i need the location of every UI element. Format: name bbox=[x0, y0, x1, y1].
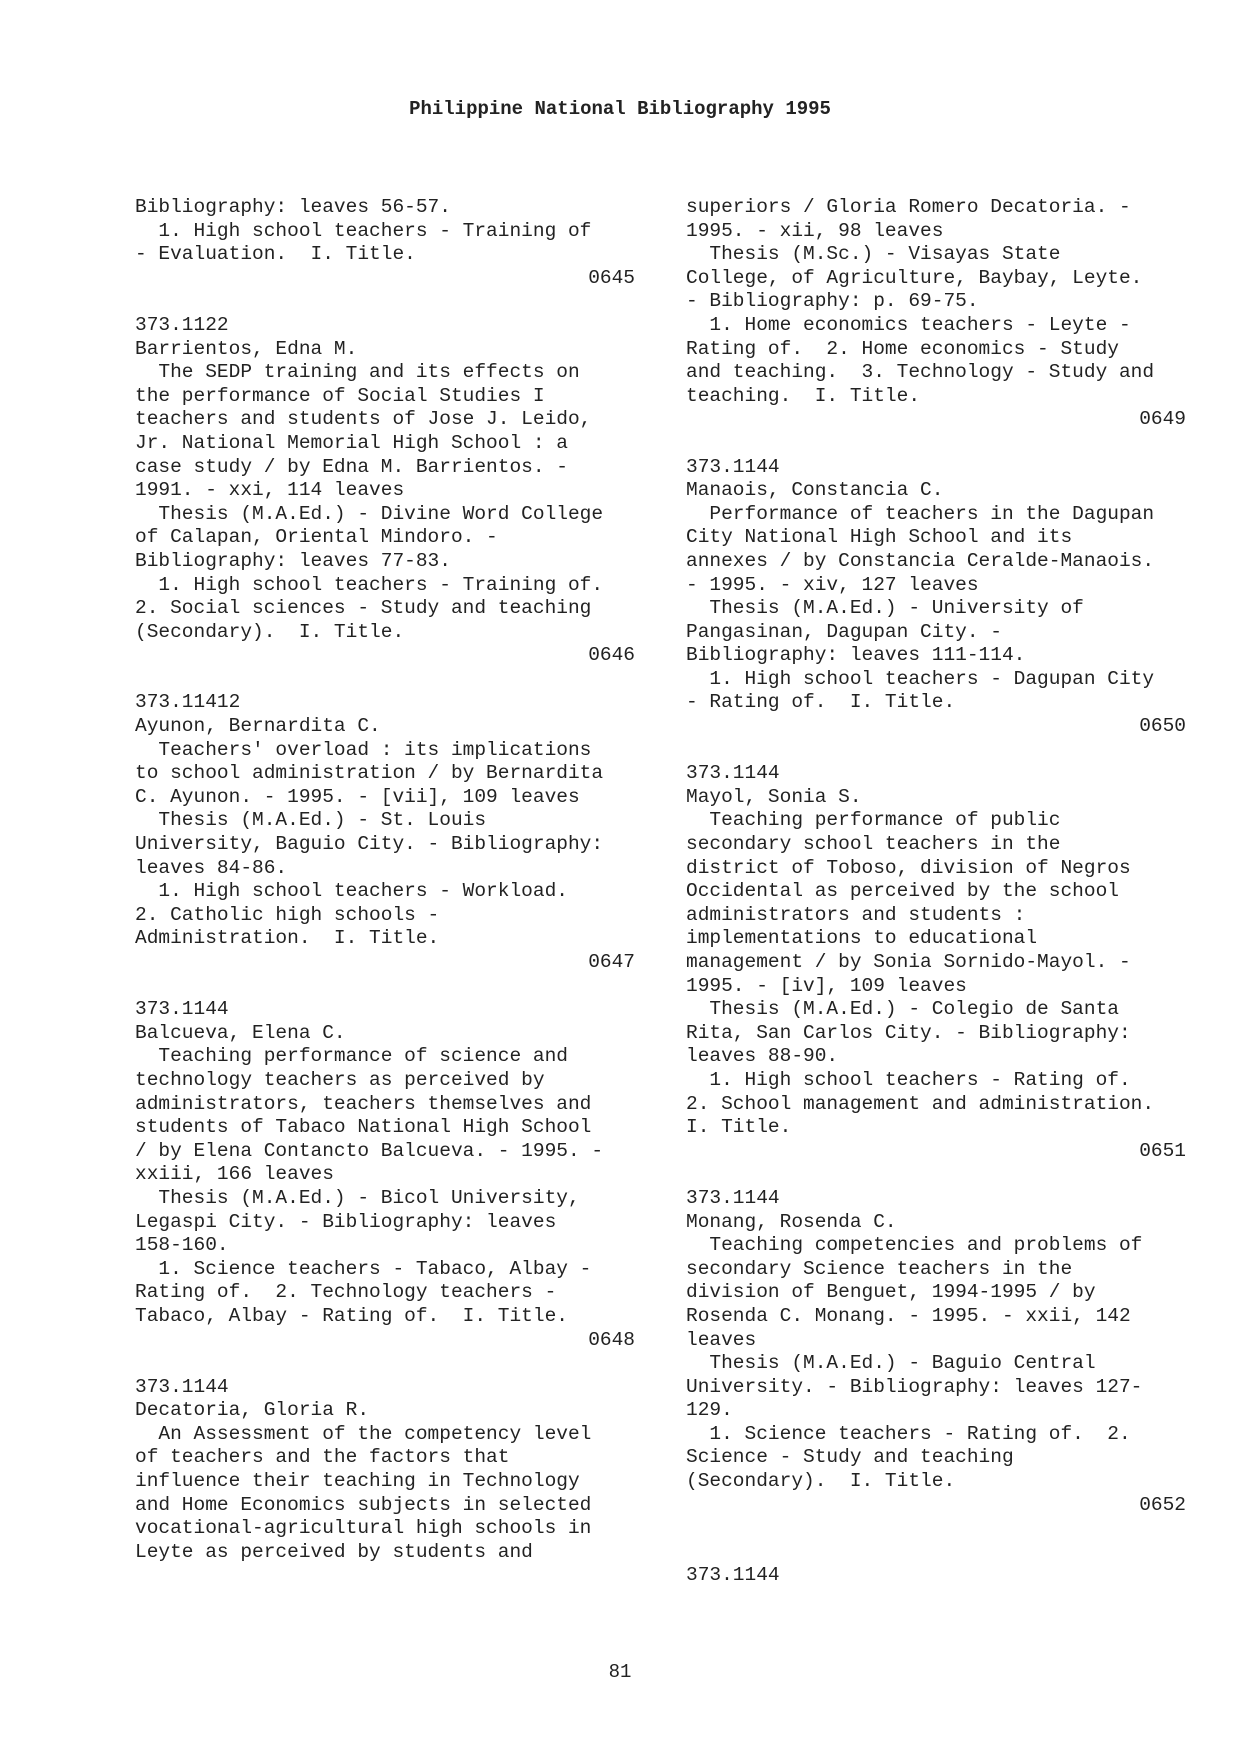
entry-text-line bbox=[686, 739, 1206, 763]
entry-text-line: 158-160. bbox=[135, 1234, 229, 1257]
entry-text-line: Ayunon, Bernardita C. bbox=[135, 715, 381, 738]
entry-text-line: 1. High school teachers - Dagupan City bbox=[686, 667, 1155, 690]
entry-text-line: Bibliography: leaves 77-83. bbox=[135, 549, 451, 572]
entry-text-line: xxiii, 166 leaves bbox=[135, 1163, 334, 1186]
entry-text-line: Occidental as perceived by the school bbox=[686, 880, 1119, 903]
entry-number: 0651 bbox=[1139, 1139, 1186, 1162]
right-column bbox=[686, 196, 1206, 1588]
entry-text-line: the performance of Social Studies I bbox=[135, 384, 545, 407]
entry-text-line: Thesis (M.A.Ed.) - Bicol University, bbox=[135, 1186, 580, 1209]
entry-text-line: influence their teaching in Technology bbox=[135, 1470, 580, 1493]
entry-text-line: 2. Social sciences - Study and teaching bbox=[135, 597, 592, 620]
entry-text-line: I. Title. bbox=[686, 1116, 792, 1139]
entry-text-line: Leyte as perceived by students and bbox=[135, 1540, 533, 1563]
entry-text-line: Tabaco, Albay - Rating of. I. Title. bbox=[135, 1304, 568, 1327]
entry-text-line: of Calapan, Oriental Mindoro. - bbox=[135, 526, 498, 549]
entry-text-line: Thesis (M.A.Ed.) - Colegio de Santa bbox=[686, 998, 1119, 1021]
entry-number: 0645 bbox=[588, 266, 635, 289]
entry-text-line: (Secondary). I. Title. bbox=[686, 1470, 956, 1493]
entry-text-line: College, of Agriculture, Baybay, Leyte. bbox=[686, 266, 1143, 289]
entry-text-line: teaching. I. Title. bbox=[686, 384, 921, 407]
entry-text-line: 1. High school teachers - Workload. bbox=[135, 880, 568, 903]
entry-text-line: Teachers' overload : its implications bbox=[135, 738, 592, 761]
entry-text-line: Balcueva, Elena C. bbox=[135, 1021, 346, 1044]
entry-number: 0649 bbox=[1139, 408, 1186, 431]
entry-text-line: leaves 88-90. bbox=[686, 1045, 839, 1068]
entry-text-line: 1. High school teachers - Training of. bbox=[135, 573, 604, 596]
entry-text-line: teachers and students of Jose J. Leido, bbox=[135, 408, 592, 431]
entry-text-line: 1991. - xxi, 114 leaves bbox=[135, 479, 405, 502]
entry-text-line: Thesis (M.A.Ed.) - Baguio Central bbox=[686, 1352, 1096, 1375]
entry-text-line: secondary school teachers in the bbox=[686, 833, 1061, 856]
entry-text-line: Rosenda C. Monang. - 1995. - xxii, 142 bbox=[686, 1304, 1131, 1327]
entry-text-line: Bibliography: leaves 56-57. bbox=[135, 196, 451, 218]
classification-number: 373.1144 bbox=[686, 455, 780, 478]
entry-text-line bbox=[686, 1541, 1206, 1565]
entry-text-line: 1995. - xii, 98 leaves bbox=[686, 219, 944, 242]
entry-text-line: administrators, teachers themselves and bbox=[135, 1092, 592, 1115]
entry-text-line: 2. School management and administration. bbox=[686, 1092, 1155, 1115]
entry-text-line: (Secondary). I. Title. bbox=[135, 620, 405, 643]
entry-text-line: leaves bbox=[686, 1328, 757, 1351]
entry-text-line: Teaching performance of public bbox=[686, 809, 1061, 832]
entry-text-line bbox=[135, 1352, 655, 1376]
entry-text-line: district of Toboso, division of Negros bbox=[686, 856, 1131, 879]
entry-text-line: - Evaluation. I. Title. bbox=[135, 243, 416, 266]
classification-number: 373.1144 bbox=[135, 1375, 229, 1398]
entry-text-line: Rita, San Carlos City. - Bibliography: bbox=[686, 1021, 1131, 1044]
entry-text-line bbox=[686, 432, 1206, 456]
entry-text-line: 1. High school teachers - Training of bbox=[135, 219, 592, 242]
entry-text-line bbox=[686, 1163, 1206, 1187]
entry-text-line bbox=[135, 290, 655, 314]
entry-text-line: 1. High school teachers - Rating of. bbox=[686, 1068, 1131, 1091]
entry-text-line: 129. bbox=[686, 1399, 733, 1422]
entry-text-line: secondary Science teachers in the bbox=[686, 1257, 1073, 1280]
entry-text-line: Monang, Rosenda C. bbox=[686, 1210, 897, 1233]
entry-text-line: division of Benguet, 1994-1995 / by bbox=[686, 1281, 1096, 1304]
entry-number: 0652 bbox=[1139, 1493, 1186, 1516]
entry-text-line: Decatoria, Gloria R. bbox=[135, 1399, 370, 1422]
entry-text-line: - Rating of. I. Title. bbox=[686, 691, 956, 714]
entry-text-line: case study / by Edna M. Barrientos. - bbox=[135, 455, 568, 478]
entry-text-line: Teaching performance of science and bbox=[135, 1045, 568, 1068]
entry-text-line: - Bibliography: p. 69-75. bbox=[686, 290, 979, 313]
entry-text-line: Performance of teachers in the Dagupan bbox=[686, 502, 1155, 525]
entry-text-line: Teaching competencies and problems of bbox=[686, 1234, 1143, 1257]
entry-text-line: 1995. - [iv], 109 leaves bbox=[686, 974, 967, 997]
entry-text-line: Administration. I. Title. bbox=[135, 927, 440, 950]
entry-text-line: Mayol, Sonia S. bbox=[686, 785, 862, 808]
entry-text-line: administrators and students : bbox=[686, 903, 1026, 926]
entry-text-line: University, Baguio City. - Bibliography: bbox=[135, 833, 604, 856]
page-title: Philippine National Bibliography 1995 bbox=[409, 98, 831, 120]
entry-text-line: leaves 84-86. bbox=[135, 856, 288, 879]
entry-text-line: University. - Bibliography: leaves 127- bbox=[686, 1375, 1143, 1398]
entry-text-line: / by Elena Contancto Balcueva. - 1995. - bbox=[135, 1139, 604, 1162]
entry-number: 0650 bbox=[1139, 715, 1186, 738]
classification-number: 373.1144 bbox=[686, 1564, 780, 1587]
entry-text-line: Science - Study and teaching bbox=[686, 1446, 1014, 1469]
entry-text-line: 1. Science teachers - Rating of. 2. bbox=[686, 1422, 1131, 1445]
page-number: 81 bbox=[608, 1661, 632, 1683]
entry-text-line: superiors / Gloria Romero Decatoria. - bbox=[686, 196, 1131, 218]
entry-text-line: vocational-agricultural high schools in bbox=[135, 1517, 592, 1540]
entry-text-line: 1. Science teachers - Tabaco, Albay - bbox=[135, 1257, 592, 1280]
entry-text-line: City National High School and its bbox=[686, 526, 1073, 549]
classification-number: 373.1144 bbox=[686, 762, 780, 785]
entry-text-line: Thesis (M.A.Ed.) - St. Louis bbox=[135, 809, 487, 832]
entry-text-line bbox=[135, 975, 655, 999]
entry-number: 0646 bbox=[588, 644, 635, 667]
entry-text-line: Pangasinan, Dagupan City. - bbox=[686, 620, 1002, 643]
entry-text-line: students of Tabaco National High School bbox=[135, 1116, 592, 1139]
entry-text-line: Rating of. 2. Home economics - Study bbox=[686, 337, 1119, 360]
entry-number: 0648 bbox=[588, 1328, 635, 1351]
classification-number: 373.1122 bbox=[135, 313, 229, 336]
entry-text-line: technology teachers as perceived by bbox=[135, 1068, 545, 1091]
entry-text-line bbox=[686, 1517, 1206, 1541]
entry-number: 0647 bbox=[588, 951, 635, 973]
entry-text-line: annexes / by Constancia Ceralde-Manaois. bbox=[686, 549, 1155, 572]
entry-text-line: An Assessment of the competency level bbox=[135, 1422, 592, 1445]
entry-text-line: Barrientos, Edna M. bbox=[135, 337, 358, 360]
classification-number: 373.1144 bbox=[135, 998, 229, 1021]
entry-text-line: Manaois, Constancia C. bbox=[686, 479, 944, 502]
entry-text-line: Thesis (M.A.Ed.) - Divine Word College bbox=[135, 502, 604, 525]
entry-text-line: The SEDP training and its effects on bbox=[135, 361, 580, 384]
entry-text-line: Bibliography: leaves 111-114. bbox=[686, 644, 1026, 667]
entry-text-line: Rating of. 2. Technology teachers - bbox=[135, 1281, 557, 1304]
entry-text-line: and Home Economics subjects in selected bbox=[135, 1493, 592, 1516]
entry-text-line: C. Ayunon. - 1995. - [vii], 109 leaves bbox=[135, 785, 580, 808]
classification-number: 373.11412 bbox=[135, 691, 241, 714]
entry-text-line: and teaching. 3. Technology - Study and bbox=[686, 361, 1155, 384]
entry-text-line: management / by Sonia Sornido-Mayol. - bbox=[686, 951, 1131, 973]
entry-text-line: Thesis (M.Sc.) - Visayas State bbox=[686, 243, 1061, 266]
entry-text-line: Legaspi City. - Bibliography: leaves bbox=[135, 1210, 557, 1233]
entry-text-line: implementations to educational bbox=[686, 927, 1038, 950]
entry-text-line bbox=[135, 668, 655, 692]
entry-text-line: 1. Home economics teachers - Leyte - bbox=[686, 313, 1131, 336]
entry-text-line: 2. Catholic high schools - bbox=[135, 903, 440, 926]
entry-text-line: of teachers and the factors that bbox=[135, 1446, 510, 1469]
entry-text-line: to school administration / by Bernardita bbox=[135, 762, 604, 785]
classification-number: 373.1144 bbox=[686, 1186, 780, 1209]
entry-text-line: - 1995. - xiv, 127 leaves bbox=[686, 573, 979, 596]
entry-text-line: Thesis (M.A.Ed.) - University of bbox=[686, 597, 1084, 620]
entry-text-line: Jr. National Memorial High School : a bbox=[135, 431, 568, 454]
left-column bbox=[135, 196, 655, 1564]
